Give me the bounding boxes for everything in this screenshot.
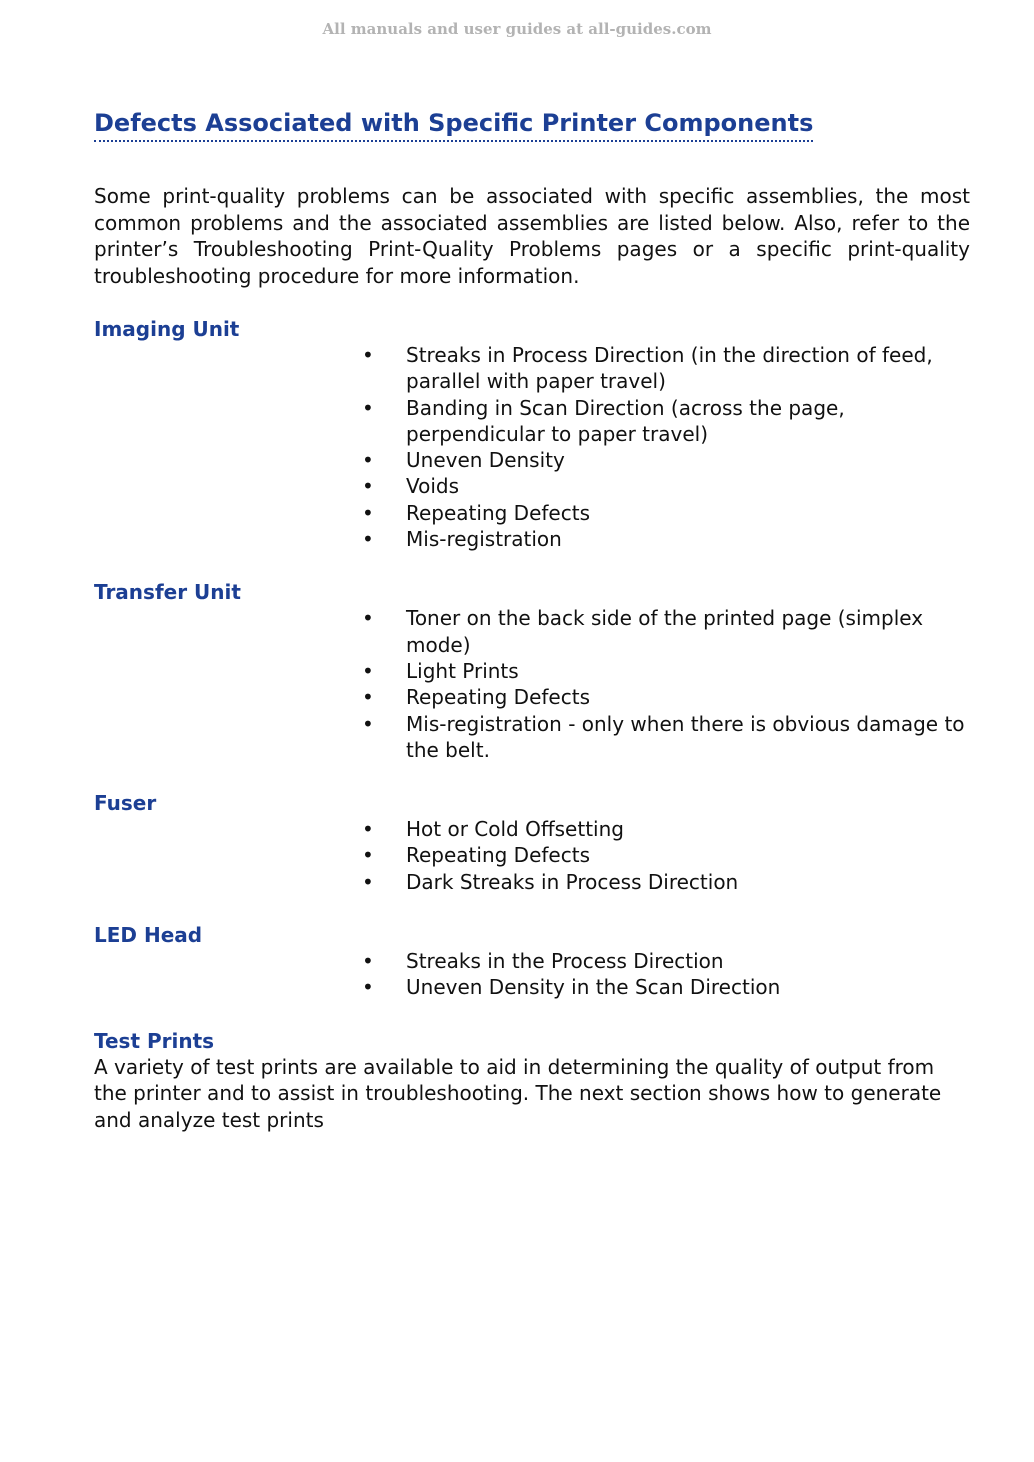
- page-title[interactable]: Defects Associated with Specific Printer Components: [94, 108, 813, 142]
- bullet-icon: •: [362, 711, 374, 736]
- bullet-icon: •: [362, 975, 374, 1000]
- list-item: [362, 816, 970, 842]
- section-heading: Test Prints: [94, 1028, 215, 1053]
- list-item-text: Repeating Defects: [406, 500, 590, 525]
- defect-list: [94, 342, 970, 552]
- bullet-icon: •: [362, 606, 374, 631]
- bullet-icon: •: [362, 843, 374, 868]
- list-item: [362, 869, 970, 895]
- defect-list: [94, 605, 970, 763]
- list-item: [362, 948, 970, 974]
- list-item: [362, 473, 970, 499]
- bullet-icon: •: [362, 817, 374, 842]
- list-item: [362, 447, 970, 473]
- list-item: [362, 658, 970, 684]
- list-item-text: Repeating Defects: [406, 685, 590, 710]
- list-item: [362, 500, 970, 526]
- section-led-head: [94, 922, 970, 1001]
- watermark: All manuals and user guides at all-guides.com: [322, 20, 712, 38]
- defect-list: [94, 948, 970, 1001]
- bullet-icon: •: [362, 658, 374, 683]
- bullet-icon: •: [362, 527, 374, 552]
- section-fuser: [94, 790, 970, 895]
- section-transfer-unit: [94, 579, 970, 763]
- list-item-text: Repeating Defects: [406, 843, 590, 868]
- section-imaging-unit: [94, 316, 970, 552]
- list-item: [362, 605, 970, 658]
- list-item-text: Mis-registration: [406, 527, 562, 552]
- list-item: [362, 711, 970, 764]
- intro-paragraph: Some print-quality problems can be associated with specific assemblies, the most common problems and the associated assemblies are listed below. Also, refer to the printer’s Troubleshooting Print-Quality Problems pages or a specific print-quality troubleshooting procedure for more information.: [94, 184, 970, 288]
- list-item-text: Mis-registration - only when there is obvious damage to the belt.: [406, 711, 965, 762]
- test-prints-paragraph: A variety of test prints are available to aid in determining the quality of output from the printer and to assist in troubleshooting. The next section shows how to generate and analyze test prints: [94, 1054, 942, 1132]
- list-item: [362, 526, 970, 552]
- list-item-text: Voids: [406, 474, 460, 499]
- list-item: [362, 684, 970, 710]
- section-heading: Imaging Unit: [94, 317, 240, 341]
- list-item: [362, 395, 970, 448]
- bullet-icon: •: [362, 500, 374, 525]
- list-item-text: Dark Streaks in Process Direction: [406, 869, 739, 894]
- list-item-text: Uneven Density in the Scan Direction: [406, 975, 781, 1000]
- list-item-text: Banding in Scan Direction (across the page, perpendicular to paper travel): [406, 395, 845, 446]
- list-item-text: Uneven Density: [406, 448, 565, 473]
- list-item: [362, 974, 970, 1000]
- list-item-text: Hot or Cold Offsetting: [406, 817, 624, 842]
- bullet-icon: •: [362, 949, 374, 974]
- list-item: [362, 842, 970, 868]
- list-item-text: Toner on the back side of the printed page (simplex mode): [406, 606, 924, 657]
- section-heading: Fuser: [94, 791, 157, 816]
- section-heading: Transfer Unit: [94, 580, 241, 605]
- bullet-icon: •: [362, 685, 374, 710]
- title-wrap: [94, 108, 970, 142]
- list-item-text: Streaks in the Process Direction: [406, 949, 724, 974]
- bullet-icon: •: [362, 474, 374, 499]
- list-item-text: Streaks in Process Direction (in the direction of feed, parallel with paper travel): [406, 343, 933, 394]
- document-page: [94, 108, 970, 1133]
- defect-list: [94, 816, 970, 895]
- section-test-prints: [94, 1028, 970, 1134]
- list-item-text: Light Prints: [406, 658, 519, 683]
- bullet-icon: •: [362, 869, 374, 894]
- bullet-icon: •: [362, 343, 374, 367]
- bullet-icon: •: [362, 448, 374, 473]
- bullet-icon: •: [362, 395, 374, 420]
- section-heading: LED Head: [94, 923, 203, 948]
- list-item: [362, 342, 970, 395]
